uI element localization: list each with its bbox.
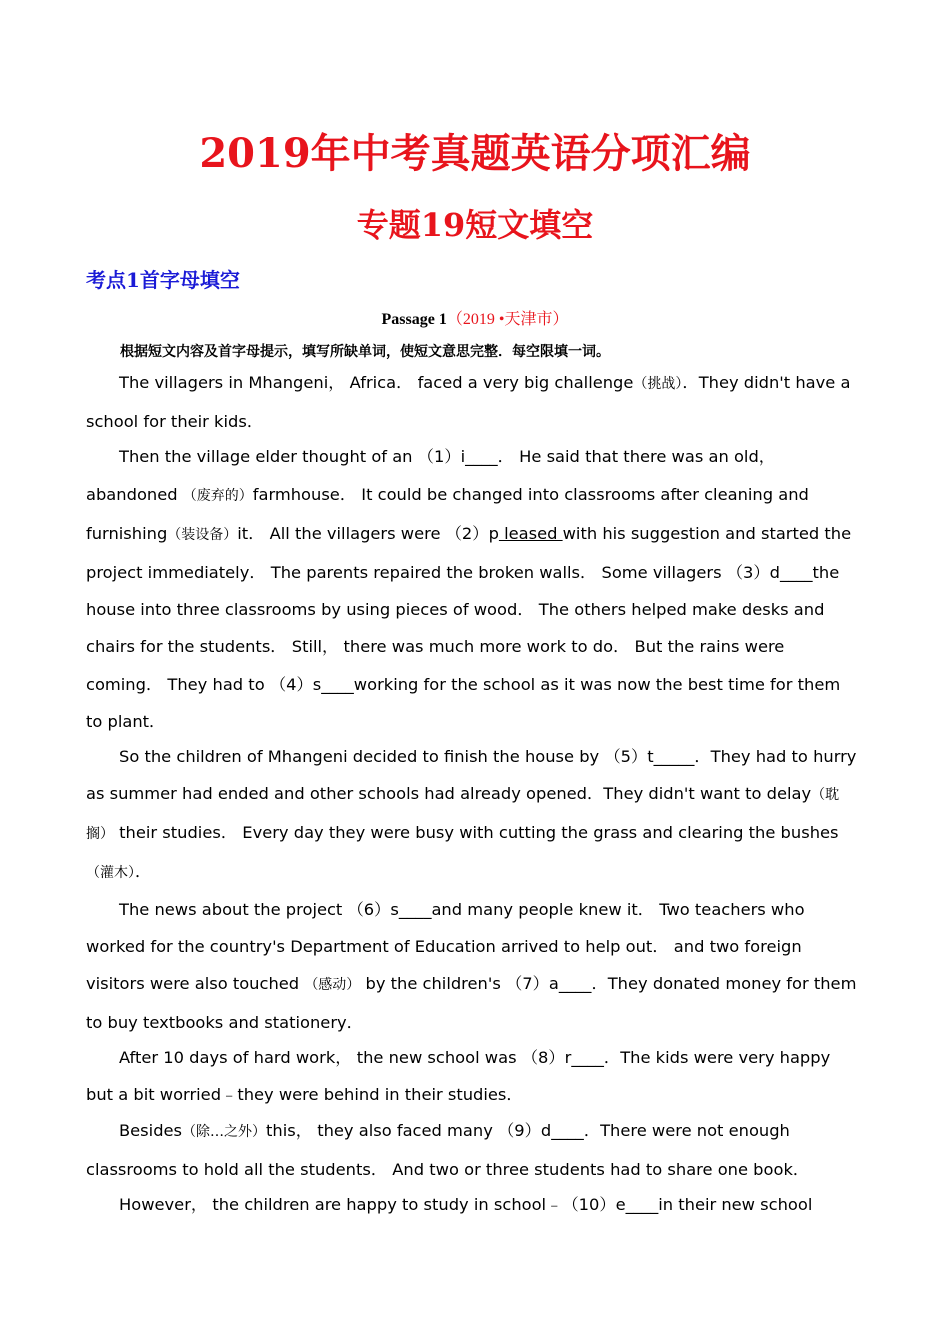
chinese-gloss: （装设备） — [167, 526, 238, 543]
paragraph-text: So the children of Mhangeni decided to finish the house by （5）t_____．They had to hurry as summer had ended and other schools had already opened．They didn't want to delay — [86, 746, 857, 804]
topic-subtitle: 专题19短文填空 — [356, 206, 594, 244]
paragraph-text: with his suggestion and started the project immediately． The parents repaired the broken walls． Some villagers （3）d____the house into three classrooms by using pieces of wood． The others helped make desks and chairs for the students． Still， there was much more work to do． But the rains were coming． They had to （4）s____working for the school as it was now the best time for them to plant． — [86, 523, 852, 731]
chinese-gloss: （灌木） — [86, 865, 135, 882]
filled-answer: leased — [498, 523, 563, 543]
paragraph-text: The villagers in Mhangeni， Africa． faced a very big challenge — [119, 373, 634, 392]
chinese-gloss: （感动） — [304, 976, 361, 993]
passage-heading — [0, 306, 950, 329]
paragraph-text: Then the village elder thought of an （1）i____． He said that there was an old，abandoned — [86, 447, 776, 504]
paragraph-text: Besides — [119, 1120, 183, 1140]
paragraph-text: The news about the project （6）s____and many people knew it． Two teachers who worked for the country's Department of Education arrived to help out． and two foreign visitors were also touched — [86, 899, 805, 993]
passage-paragraph — [86, 438, 860, 740]
instruction-text: 根据短文内容及首字母提示，填写所缺单词，使短文意思完整．每空限填一词。 — [120, 344, 610, 360]
chinese-gloss: （挑战） — [633, 376, 683, 392]
paragraph-text: it． All the villagers were （2）p — [237, 523, 499, 543]
passage-source: （2019 •天津市） — [446, 311, 569, 328]
document-title: 2019年中考真题英语分项汇编 — [199, 130, 751, 177]
chinese-gloss: （耽搁） — [86, 787, 840, 843]
passage-paragraph — [86, 1039, 860, 1113]
paragraph-text: their studies． Every day they were busy with cutting the grass and clearing the bushes — [114, 823, 839, 843]
passage-body — [86, 364, 860, 1223]
paragraph-text: farmhouse． It could be changed into classrooms after cleaning and furnishing — [86, 484, 809, 543]
paragraph-text: ．They didn't have a school for their kids． — [86, 373, 851, 432]
section-heading: 考点1首字母填空 — [86, 268, 240, 292]
paragraph-text: by the children's （7）a____．They donated money for them to buy textbooks and stationery． — [86, 973, 857, 1033]
chinese-gloss: （废弃的） — [182, 487, 253, 504]
passage-paragraph — [86, 738, 860, 893]
passage-paragraph — [86, 364, 860, 440]
passage-paragraph — [86, 1112, 860, 1188]
paragraph-text: ． — [135, 862, 152, 882]
passage-paragraph — [86, 891, 860, 1042]
passage-label: Passage 1 — [381, 311, 447, 328]
chinese-gloss: （除…之外） — [182, 1123, 267, 1140]
paragraph-text: this， they also faced many （9）d____．There were not enough classrooms to hold all the students． And two or three students had to share one book． — [86, 1120, 810, 1179]
paragraph-text: However， the children are happy to study in school﹣（10）e____in their new school — [119, 1194, 813, 1214]
passage-paragraph — [86, 1186, 860, 1223]
paragraph-text: After 10 days of hard work， the new school was （8）r____．The kids were very happy but a bit worried﹣they were behind in their studies． — [86, 1048, 831, 1105]
